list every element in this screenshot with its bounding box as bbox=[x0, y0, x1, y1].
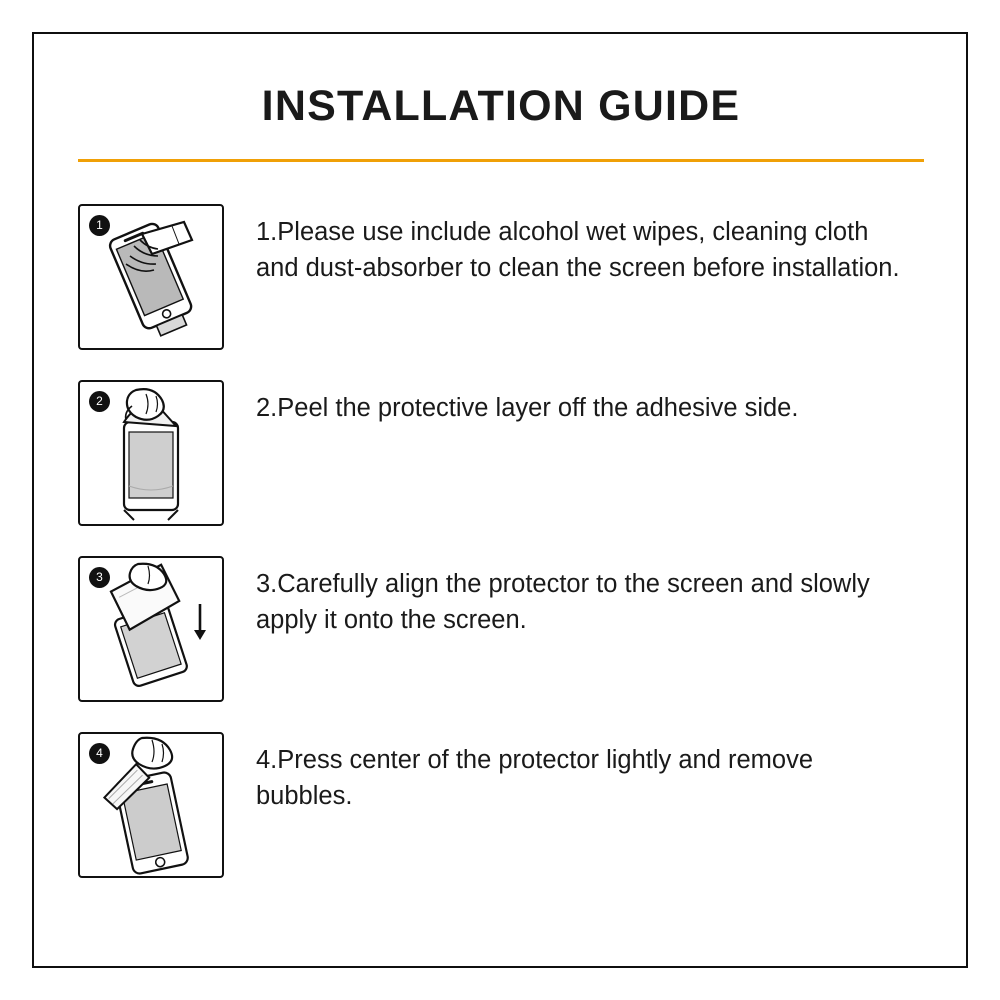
list-item bbox=[78, 556, 924, 702]
step-number-badge: 2 bbox=[89, 391, 110, 412]
page-content bbox=[78, 70, 924, 930]
step-text: 1.Please use include alcohol wet wipes, cleaning cloth and dust-absorber to clean the screen before installation. bbox=[256, 218, 900, 283]
down-arrow-icon bbox=[194, 604, 206, 640]
step-illustration-1 bbox=[78, 204, 224, 350]
step-text: 4.Press center of the protector lightly and remove bubbles. bbox=[256, 746, 814, 811]
step-illustration-2 bbox=[78, 380, 224, 526]
list-item bbox=[78, 204, 924, 350]
step-text: 2.Peel the protective layer off the adhesive side. bbox=[256, 394, 799, 422]
title-divider bbox=[78, 159, 924, 162]
step-text: 3.Carefully align the protector to the screen and slowly apply it onto the screen. bbox=[256, 570, 870, 635]
step-illustration-4 bbox=[78, 732, 224, 878]
page-title: INSTALLATION GUIDE bbox=[261, 82, 741, 130]
step-illustration-3 bbox=[78, 556, 224, 702]
step-number-badge: 3 bbox=[89, 567, 110, 588]
step-number-badge: 4 bbox=[89, 743, 110, 764]
list-item bbox=[78, 380, 924, 526]
steps-list bbox=[78, 204, 924, 878]
step-number-badge: 1 bbox=[89, 215, 110, 236]
list-item bbox=[78, 732, 924, 878]
